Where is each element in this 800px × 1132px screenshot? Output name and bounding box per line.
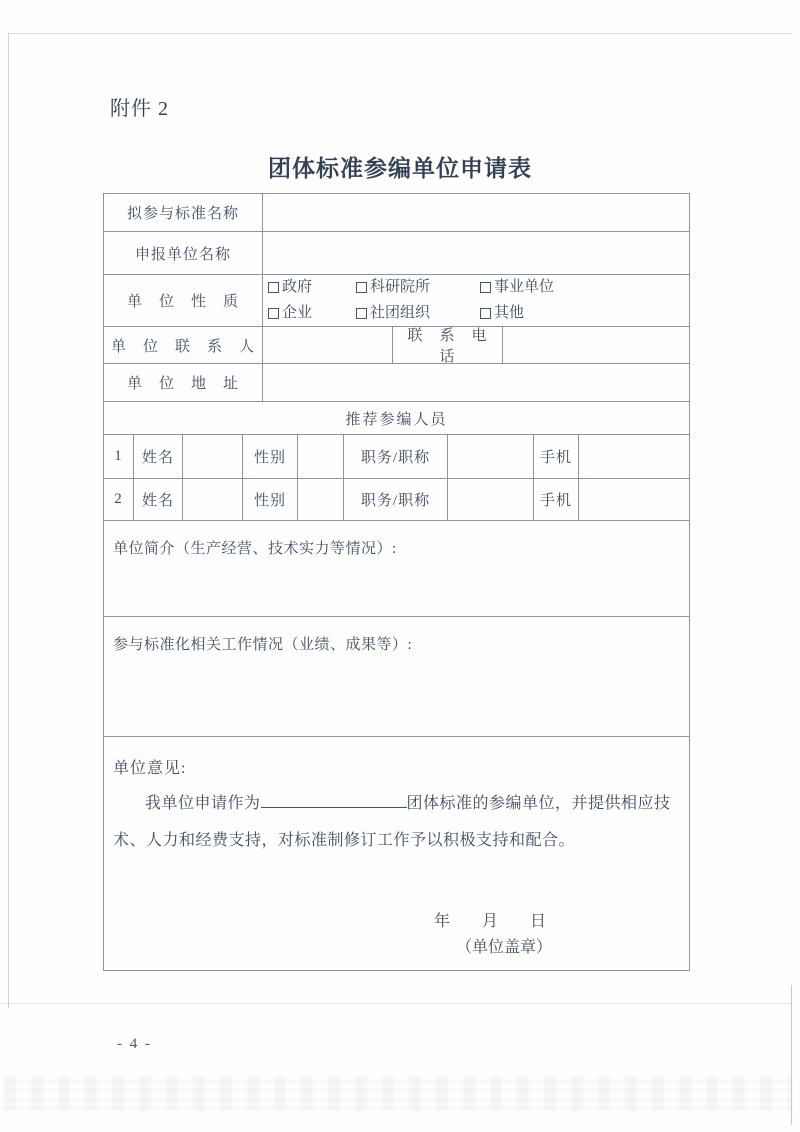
member-index: 2 bbox=[104, 479, 134, 520]
unit-opinion-cell bbox=[104, 737, 689, 970]
member-gender-label: 性别 bbox=[243, 479, 298, 520]
member-name-value-cell bbox=[183, 435, 243, 478]
member-title-value-cell bbox=[448, 435, 534, 478]
member-phone-value-cell bbox=[579, 435, 689, 478]
standardization-work-cell: 参与标准化相关工作情况（业绩、成果等）: bbox=[113, 637, 413, 653]
opinion-date-line: 年 月 日 bbox=[434, 913, 547, 930]
nature-option-label: 其他 bbox=[494, 305, 525, 321]
unit-nature-options-line1 bbox=[268, 276, 685, 299]
member-gender-value-cell bbox=[298, 479, 344, 520]
nature-option-research-institute bbox=[356, 276, 480, 299]
unit-nature-label: 单 位 性 质 bbox=[104, 275, 263, 326]
form-title: 团体标准参编单位申请表 bbox=[268, 155, 532, 181]
members-header-label: 推荐参编人员 bbox=[345, 411, 448, 428]
row-contact bbox=[104, 326, 689, 363]
member-phone-label: 手机 bbox=[534, 435, 579, 478]
nature-option-other bbox=[480, 302, 685, 325]
row-unit-intro bbox=[104, 520, 689, 616]
nature-option-label: 社团组织 bbox=[370, 305, 431, 321]
opinion-statement-line1 bbox=[104, 791, 689, 817]
nature-option-label: 事业单位 bbox=[494, 279, 555, 295]
scan-noise-band bbox=[4, 1076, 792, 1110]
checkbox-icon bbox=[356, 282, 367, 293]
unit-nature-options-cell bbox=[263, 275, 689, 326]
nature-option-association bbox=[356, 302, 480, 325]
row-applicant-name bbox=[104, 231, 689, 274]
nature-option-label: 企业 bbox=[282, 305, 313, 321]
applicant-name-label: 申报单位名称 bbox=[104, 232, 263, 274]
opinion-seal-line: （单位盖章） bbox=[456, 939, 553, 956]
contact-phone-label: 联 系 电 话 bbox=[393, 327, 503, 363]
member-index: 1 bbox=[104, 435, 134, 478]
member-gender-label: 性别 bbox=[243, 435, 298, 478]
row-address bbox=[104, 363, 689, 401]
contact-label: 单 位 联 系 人 bbox=[104, 327, 263, 363]
checkbox-icon bbox=[480, 282, 491, 293]
opinion-fill-in-blank bbox=[261, 805, 407, 808]
row-member-2 bbox=[104, 478, 689, 520]
unit-nature-options-line2 bbox=[268, 302, 685, 325]
opinion-statement-line2: 术、人力和经费支持，对标准制修订工作予以积极支持和配合。 bbox=[113, 832, 576, 849]
nature-option-label: 科研院所 bbox=[370, 279, 431, 295]
member-phone-label: 手机 bbox=[534, 479, 579, 520]
checkbox-icon bbox=[268, 282, 279, 293]
member-title-label: 职务/职称 bbox=[344, 435, 448, 478]
scan-edge-bottom bbox=[0, 1003, 791, 1004]
row-member-1 bbox=[104, 434, 689, 478]
checkbox-icon bbox=[480, 308, 491, 319]
row-unit-nature bbox=[104, 274, 689, 326]
nature-option-public-institution bbox=[480, 276, 685, 299]
row-unit-opinion bbox=[104, 736, 689, 970]
row-standardization-work bbox=[104, 616, 689, 736]
applicant-name-value-cell bbox=[263, 232, 689, 274]
opinion-statement-suffix: 团体标准的参编单位，并提供相应技 bbox=[406, 795, 671, 812]
standard-name-label: 拟参与标准名称 bbox=[104, 194, 263, 231]
opinion-label: 单位意见: bbox=[113, 760, 187, 777]
member-phone-value-cell bbox=[579, 479, 689, 520]
attachment-label: 附件 2 bbox=[110, 98, 169, 120]
scan-edge-top bbox=[8, 33, 792, 34]
nature-option-government bbox=[268, 276, 356, 299]
member-title-value-cell bbox=[448, 479, 534, 520]
checkbox-icon bbox=[356, 308, 367, 319]
unit-intro-cell: 单位简介（生产经营、技术实力等情况）: bbox=[113, 541, 397, 557]
member-name-label: 姓名 bbox=[134, 479, 183, 520]
contact-phone-value-cell bbox=[503, 327, 689, 363]
member-name-label: 姓名 bbox=[134, 435, 183, 478]
nature-option-label: 政府 bbox=[282, 279, 313, 295]
checkbox-icon bbox=[268, 308, 279, 319]
application-form-table bbox=[103, 193, 690, 971]
member-title-label: 职务/职称 bbox=[344, 479, 448, 520]
row-members-header bbox=[104, 401, 689, 434]
address-value-cell bbox=[263, 364, 689, 401]
address-label: 单 位 地 址 bbox=[104, 364, 263, 401]
member-gender-value-cell bbox=[298, 435, 344, 478]
standard-name-value-cell bbox=[263, 194, 689, 231]
page-number: - 4 - bbox=[117, 1036, 152, 1052]
row-standard-name bbox=[104, 194, 689, 231]
opinion-statement-prefix: 我单位申请作为 bbox=[145, 795, 261, 812]
member-name-value-cell bbox=[183, 479, 243, 520]
nature-option-enterprise bbox=[268, 302, 356, 325]
contact-value-cell bbox=[263, 327, 393, 363]
